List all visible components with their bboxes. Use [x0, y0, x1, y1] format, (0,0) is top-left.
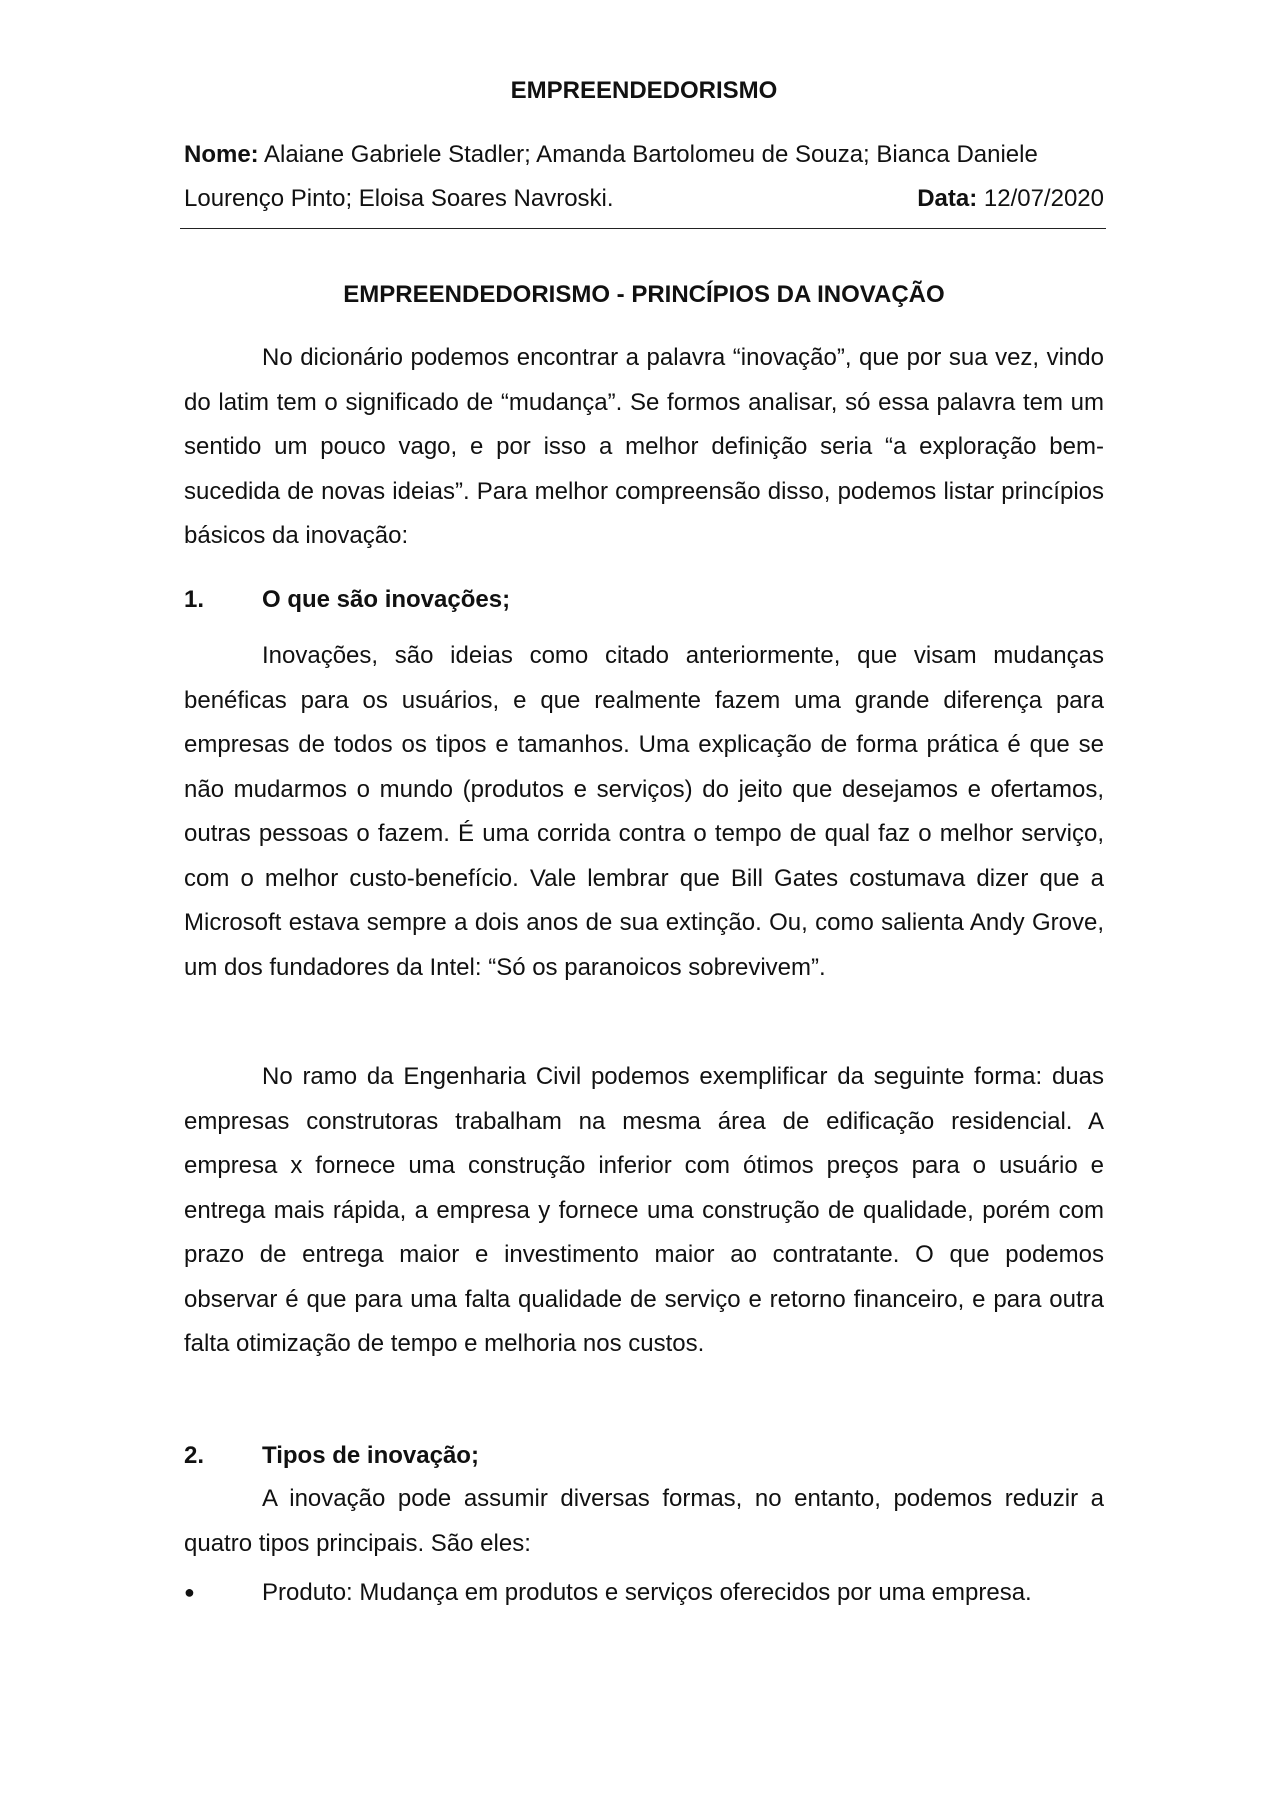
names-text-2: Lourenço Pinto; Eloisa Soares Navroski.: [184, 185, 614, 212]
section-1-number: 1.: [184, 586, 205, 613]
name-label: Nome:: [184, 141, 259, 168]
section-1-heading: [184, 585, 1104, 615]
names-text-1: Alaiane Gabriele Stadler; Amanda Bartolomeu de Souza; Bianca Daniele: [258, 141, 1038, 168]
bullet-icon: ●: [184, 1582, 195, 1602]
names-line-2: [184, 184, 1104, 214]
section-2-heading: [184, 1441, 1104, 1471]
bullet-text: Produto: Mudança em produtos e serviços oferecidos por uma empresa.: [262, 1579, 1032, 1606]
section-2-paragraph-1: A inovação pode assumir diversas formas, no entanto, podemos reduzir a quatro tipos principais. São eles:: [184, 1485, 1104, 1557]
bullet-item-product: [184, 1577, 1104, 1608]
document-title: EMPREENDEDORISMO: [510, 77, 778, 104]
section-1-paragraph-1: Inovações, são ideias como citado anteriormente, que visam mudanças benéficas para os usuários, e que realmente fazem uma grande diferença para empresas de todos os tipos e tamanhos. Uma explicação de forma prática é que se não mudarmos o mundo (produtos e serviços) do jeito que desejamos e ofertamos, outras pessoas o fazem. É uma corrida contra o tempo de qual faz o melhor serviço, com o melhor custo-benefício. Vale lembrar que Bill Gates costumava dizer que a Microsoft estava sempre a dois anos de sua extinção. Ou, como salienta Andy Grove, um dos fundadores da Intel: “Só os paranoicos sobrevivem”.: [184, 642, 1104, 981]
section-title: EMPREENDEDORISMO - PRINCÍPIOS DA INOVAÇÃO: [343, 281, 945, 308]
date-label: Data:: [917, 185, 978, 212]
header-divider: [180, 228, 1106, 229]
date-block: [917, 184, 1104, 214]
date-value: 12/07/2020: [977, 185, 1104, 212]
section-1-title: O que são inovações;: [262, 586, 511, 613]
section-1-paragraph-2: No ramo da Engenharia Civil podemos exemplificar da seguinte forma: duas empresas construtoras trabalham na mesma área de edificação residencial. A empresa x fornece uma construção inferior com ótimos preços para o usuário e entrega mais rápida, a empresa y fornece uma construção de qualidade, porém com prazo de entrega maior e investimento maior ao contratante. O que podemos observar é que para uma falta qualidade de serviço e retorno financeiro, e para outra falta otimização de tempo e melhoria nos custos.: [184, 1063, 1104, 1357]
intro-paragraph: No dicionário podemos encontrar a palavra “inovação”, que por sua vez, vindo do latim tem o significado de “mudança”. Se formos analisar, só essa palavra tem um sentido um pouco vago, e por isso a melhor definição seria “a exploração bem-sucedida de novas ideias”. Para melhor compreensão disso, podemos listar princípios básicos da inovação:: [184, 344, 1104, 549]
names-line-1: [184, 140, 1104, 170]
section-2-number: 2.: [184, 1442, 205, 1469]
section-2-title: Tipos de inovação;: [262, 1442, 479, 1469]
